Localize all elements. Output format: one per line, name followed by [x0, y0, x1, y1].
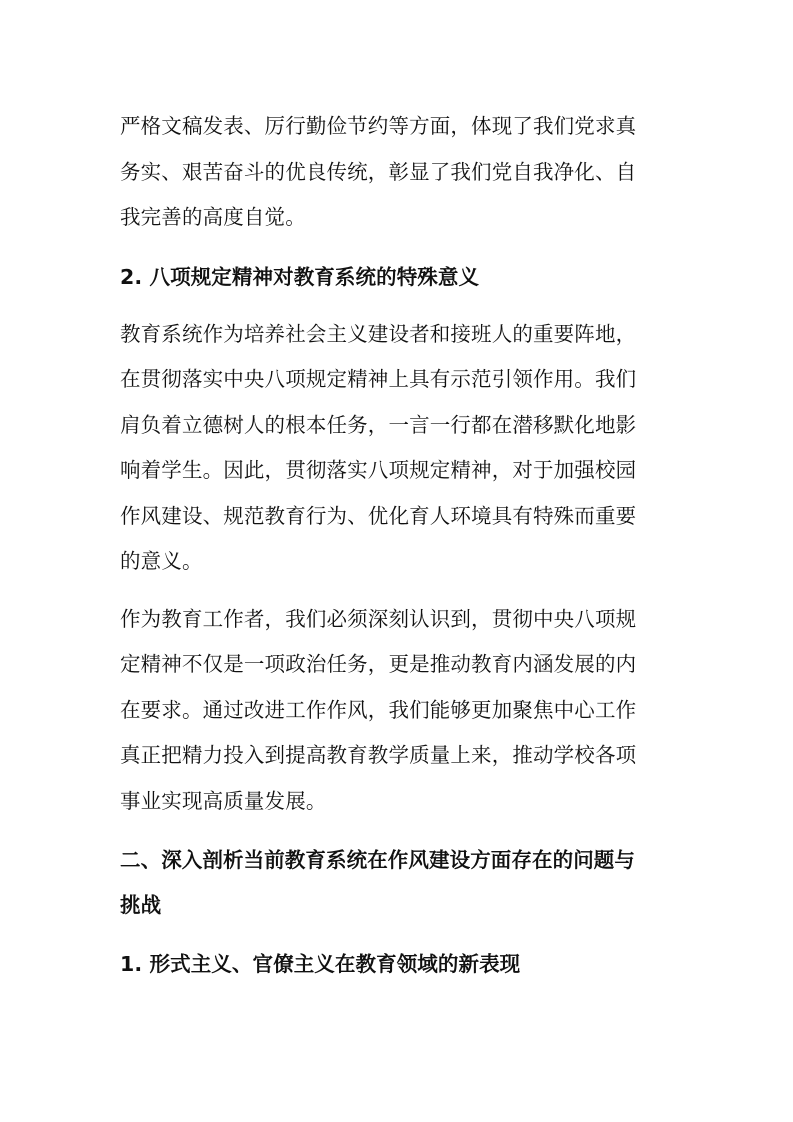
- text-line: 严格文稿发表、厉行勤俭节约等方面，体现了我们党求真: [120, 114, 637, 138]
- heading-line: 二、深入剖析当前教育系统在作风建设方面存在的问题与: [120, 848, 635, 872]
- document-body: [120, 104, 676, 987]
- text-line: 响着学生。因此，贯彻落实八项规定精神，对于加强校园: [120, 458, 637, 482]
- text-line: 真正把精力投入到提高教育教学质量上来，推动学校各项: [120, 743, 637, 767]
- subsection-heading-formalism: [120, 942, 676, 987]
- paragraph-party-tradition: [120, 104, 676, 241]
- heading-line: 1. 形式主义、官僚主义在教育领域的新表现: [120, 952, 521, 976]
- text-line: 务实、艰苦奋斗的优良传统，彰显了我们党自我净化、自: [120, 159, 637, 184]
- paragraph-educators-duty: [120, 597, 676, 825]
- section-heading-problems: [120, 838, 676, 928]
- section-heading-significance: [120, 255, 676, 300]
- text-line: 定精神不仅是一项政治任务，更是推动教育内涵发展的内: [120, 652, 637, 676]
- text-line: 作为教育工作者，我们必须深刻认识到，贯彻中央八项规: [120, 606, 637, 631]
- text-line: 作风建设、规范教育行为、优化育人环境具有特殊而重要: [120, 503, 637, 528]
- heading-line: 挑战: [120, 893, 162, 917]
- text-line: 在要求。通过改进工作作风，我们能够更加聚焦中心工作: [120, 697, 637, 722]
- text-line: 教育系统作为培养社会主义建设者和接班人的重要阵地，: [120, 321, 637, 346]
- heading-line: 2. 八项规定精神对教育系统的特殊意义: [120, 264, 480, 289]
- paragraph-education-system-role: [120, 312, 676, 585]
- text-line: 的意义。: [120, 549, 203, 573]
- text-line: 肩负着立德树人的根本任务，一言一行都在潜移默化地影: [120, 412, 637, 437]
- text-line: 在贯彻落实中央八项规定精神上具有示范引领作用。我们: [120, 367, 637, 391]
- text-line: 我完善的高度自觉。: [120, 205, 306, 229]
- text-line: 事业实现高质量发展。: [120, 788, 327, 813]
